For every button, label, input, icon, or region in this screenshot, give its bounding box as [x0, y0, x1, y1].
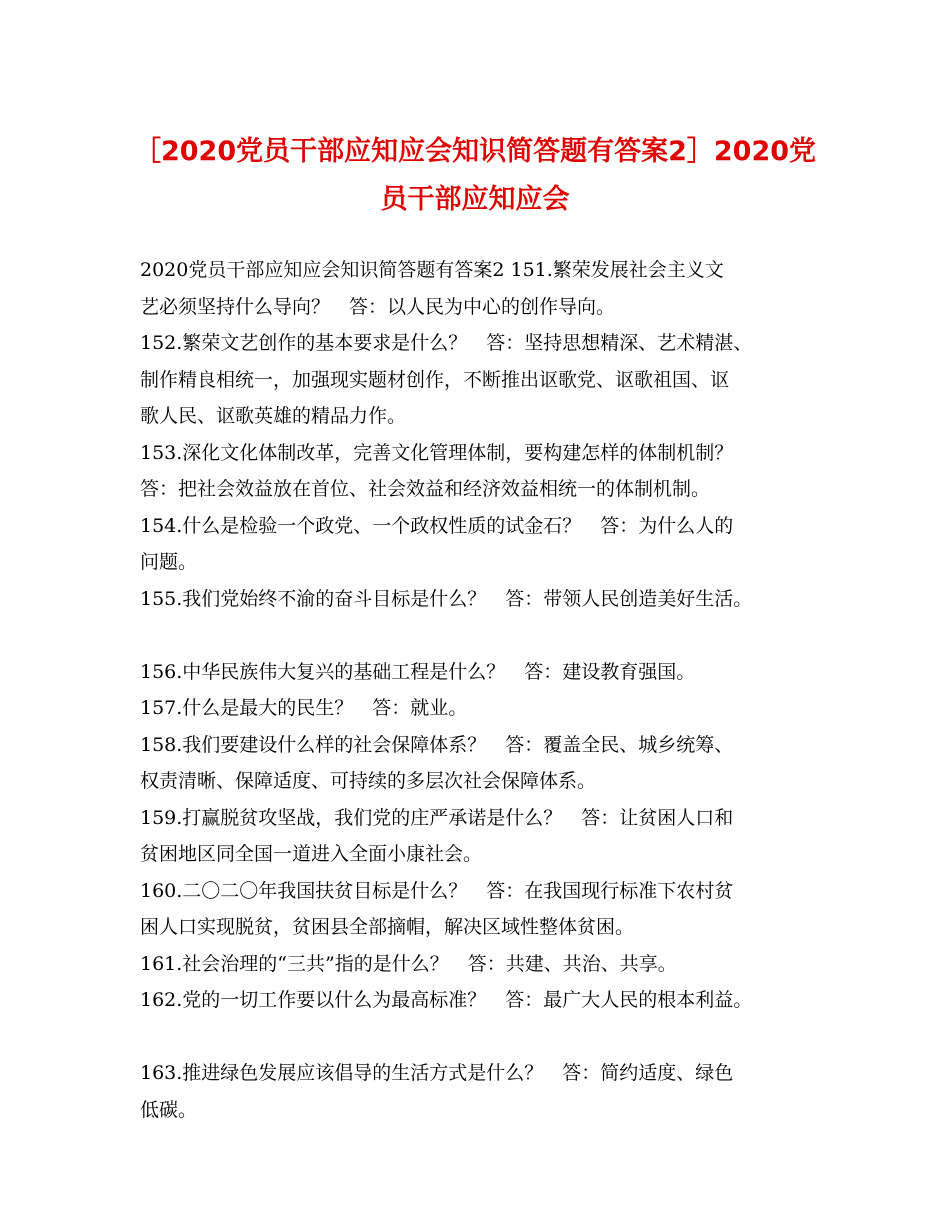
document-title: [110, 128, 840, 224]
title-line-1: ［2020党员干部应知应会知识简答题有答案2］2020党: [133, 136, 817, 167]
text-line: 152.繁荣文艺创作的基本要求是什么？ 答：坚持思想精深、艺术精湛、: [140, 332, 753, 354]
text-line: 问题。: [140, 551, 198, 573]
text-line: 困人口实现脱贫，贫困县全部摘帽，解决区域性整体贫困。: [140, 916, 635, 938]
text-line: 155.我们党始终不渝的奋斗目标是什么？ 答：带领人民创造美好生活。: [140, 587, 753, 610]
paragraph-gap: [140, 1019, 830, 1056]
paragraph-gap: [140, 617, 830, 654]
text-line: 158.我们要建设什么样的社会保障体系？ 答：覆盖全民、城乡统筹、: [140, 733, 734, 756]
text-line: 160.二〇二〇年我国扶贫目标是什么？ 答：在我国现行标准下农村贫: [140, 879, 734, 902]
text-line: 156.中华民族伟大复兴的基础工程是什么？ 答：建设教育强国。: [140, 660, 696, 683]
text-line: 157.什么是最大的民生？ 答：就业。: [140, 697, 468, 719]
text-line: 163.推进绿色发展应该倡导的生活方式是什么？ 答：简约适度、绿色: [140, 1062, 734, 1084]
text-line: 162.党的一切工作要以什么为最高标准？ 答：最广大人民的根本利益。: [140, 989, 753, 1011]
text-line: 答：把社会效益放在首位、社会效益和经济效益相统一的体制机制。: [140, 478, 711, 500]
document-body: [140, 252, 830, 1128]
text-line: 制作精良相统一，加强现实题材创作，不断推出讴歌党、讴歌祖国、讴: [140, 368, 730, 391]
text-line: 159.打赢脱贫攻坚战，我们党的庄严承诺是什么？ 答：让贫困人口和: [140, 806, 734, 829]
text-line: 2020党员干部应知应会知识简答题有答案2 151.繁荣发展社会主义文: [140, 259, 724, 281]
text-line: 贫困地区同全国一道进入全面小康社会。: [140, 843, 483, 865]
text-line: 权责清晰、保障适度、可持续的多层次社会保障体系。: [140, 770, 597, 792]
text-line: 艺必须坚持什么导向？ 答：以人民为中心的创作导向。: [140, 295, 616, 318]
title-line-2: 员干部应知应会: [380, 184, 570, 215]
text-line: 154.什么是检验一个政党、一个政权性质的试金石？ 答：为什么人的: [140, 514, 734, 537]
text-line: 歌人民、讴歌英雄的精品力作。: [140, 405, 407, 427]
text-line: 低碳。: [140, 1098, 198, 1121]
text-line: 161.社会治理的“三共”指的是什么？ 答：共建、共治、共享。: [140, 952, 677, 975]
text-line: 153.深化文化体制改革，完善文化管理体制，要构建怎样的体制机制？: [140, 441, 734, 464]
